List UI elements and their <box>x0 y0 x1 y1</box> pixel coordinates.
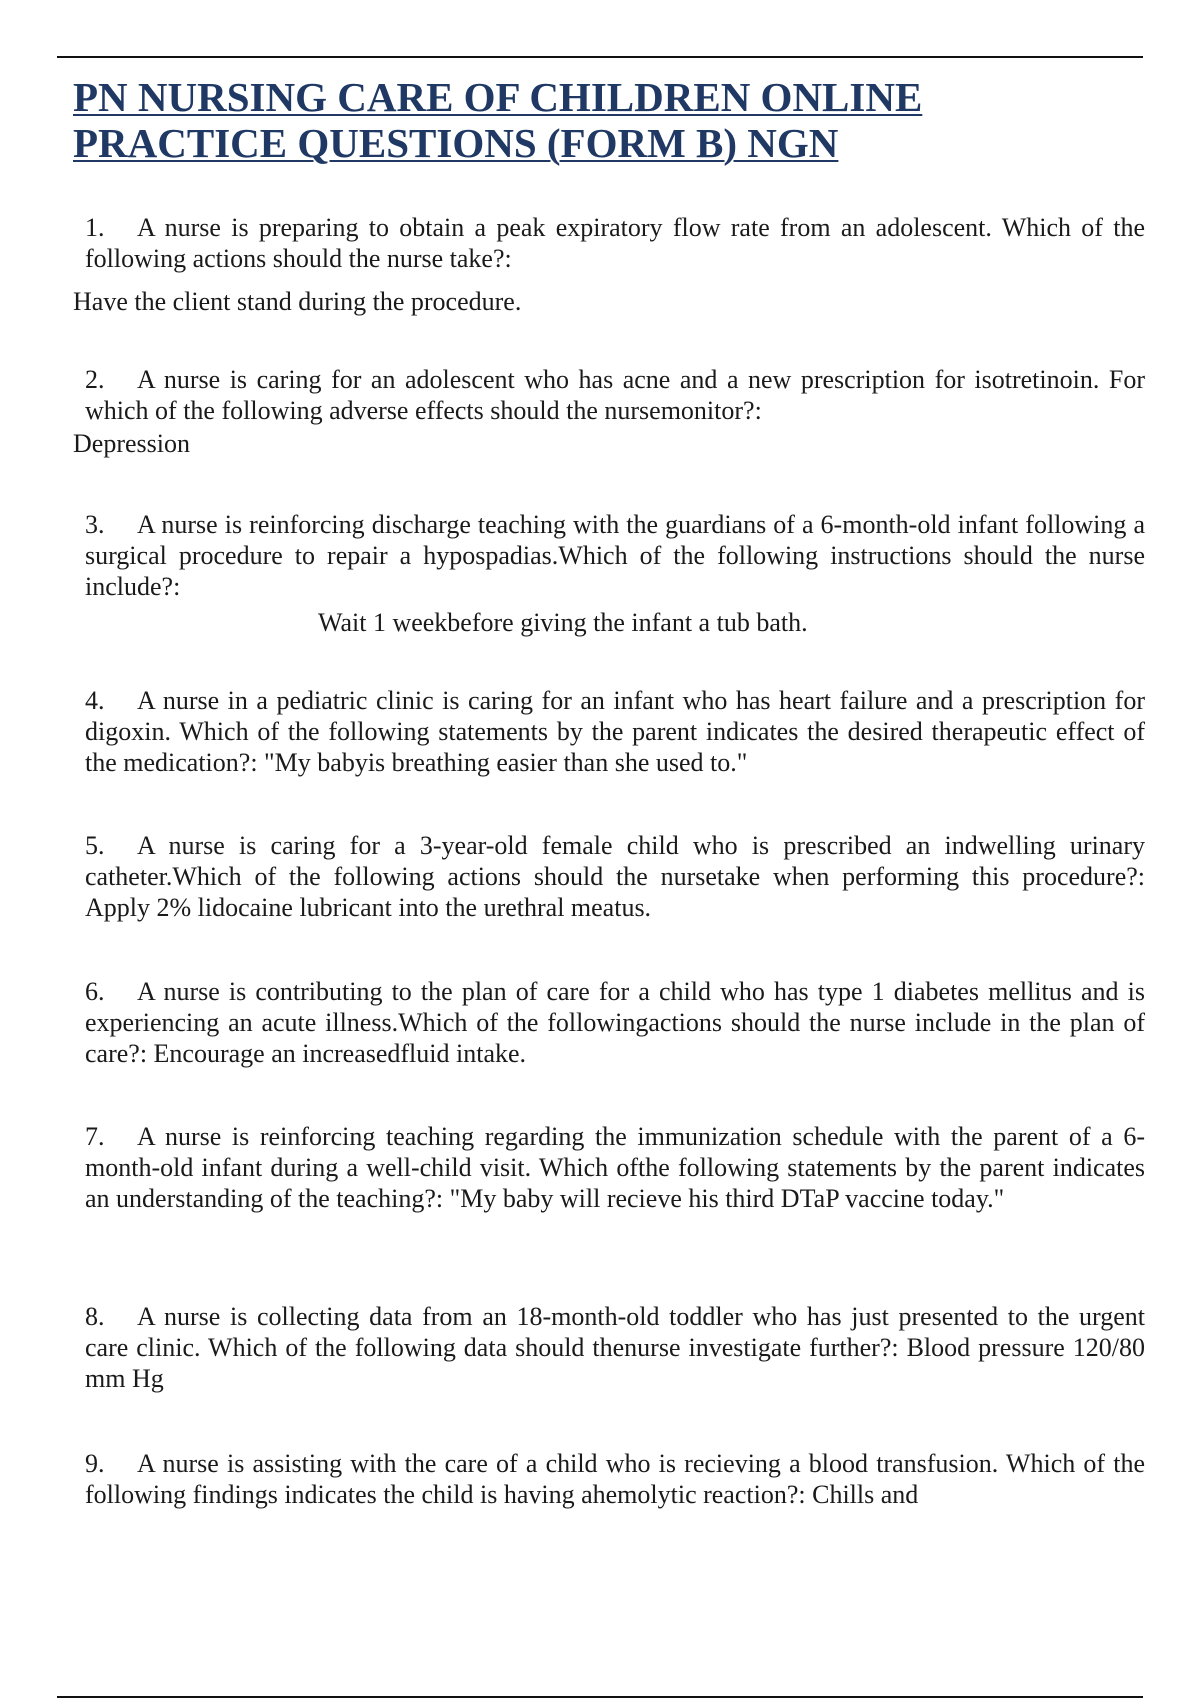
question-text: A nurse is caring for an adolescent who has acne and a new prescription for isotretinoin. For which of the following adverse effects should the nursemonitor?: <box>85 365 1145 425</box>
question-number: 3. <box>85 510 105 539</box>
question-text: A nurse is reinforcing discharge teaching with the guardians of a 6-month-old infant following a surgical procedure to repair a hypospadias.Which of the following instructions should the nurse include?: <box>85 510 1145 601</box>
page-title <box>73 74 1143 166</box>
question-number: 2. <box>85 365 105 394</box>
question-number: 6. <box>85 977 105 1006</box>
question-2 <box>85 364 1145 426</box>
question-8 <box>85 1301 1145 1394</box>
question-6 <box>85 976 1145 1069</box>
bottom-rule <box>57 1696 1143 1698</box>
question-text: A nurse is contributing to the plan of care for a child who has type 1 diabetes mellitus and is experiencing an acute illness.Which of the followingactions should the nurse include in the plan of care?: Encourage an increasedfluid intake. <box>85 977 1145 1068</box>
question-text: A nurse in a pediatric clinic is caring for an infant who has heart failure and a prescription for digoxin. Which of the following statements by the parent indicates the desired therapeutic effect of the medication?: "My babyis breathing easier than she used to." <box>85 686 1145 777</box>
question-4 <box>85 685 1145 778</box>
answer-3: Wait 1 weekbefore giving the infant a tub bath. <box>318 608 808 637</box>
question-number: 1. <box>85 213 105 242</box>
question-text: A nurse is collecting data from an 18-month-old toddler who has just presented to the urgent care clinic. Which of the following data should thenurse investigate further?: Blood pressure 120/80 mm Hg <box>85 1302 1145 1393</box>
answer-2: Depression <box>73 429 190 458</box>
question-text: A nurse is assisting with the care of a child who is recieving a blood transfusion. Which of the following findings indicates the child is having ahemolytic reaction?: Chills and <box>85 1449 1145 1509</box>
question-text: A nurse is reinforcing teaching regarding the immunization schedule with the parent of a 6-month-old infant during a well-child visit. Which ofthe following statements by the parent indicates an understanding of the teaching?: "My baby will recieve his third DTaP vaccine today." <box>85 1122 1145 1213</box>
question-number: 7. <box>85 1122 105 1151</box>
answer-1: Have the client stand during the procedure. <box>73 287 522 316</box>
question-1 <box>85 212 1145 274</box>
question-9 <box>85 1448 1145 1510</box>
question-text: A nurse is caring for a 3-year-old female child who is prescribed an indwelling urinary catheter.Which of the following actions should the nursetake when performing this procedure?: Apply 2% lidocaine lubricant into the urethral meatus. <box>85 831 1145 922</box>
question-number: 9. <box>85 1449 105 1478</box>
page-title-text: PN NURSING CARE OF CHILDREN ONLINE PRACTICE QUESTIONS (FORM B) NGN <box>73 74 923 166</box>
question-5 <box>85 830 1145 923</box>
question-text: A nurse is preparing to obtain a peak expiratory flow rate from an adolescent. Which of the following actions should the nurse take?: <box>85 213 1145 273</box>
top-rule <box>57 56 1143 58</box>
question-number: 4. <box>85 686 105 715</box>
question-7 <box>85 1121 1145 1214</box>
question-number: 8. <box>85 1302 105 1331</box>
question-number: 5. <box>85 831 105 860</box>
question-3 <box>85 509 1145 602</box>
